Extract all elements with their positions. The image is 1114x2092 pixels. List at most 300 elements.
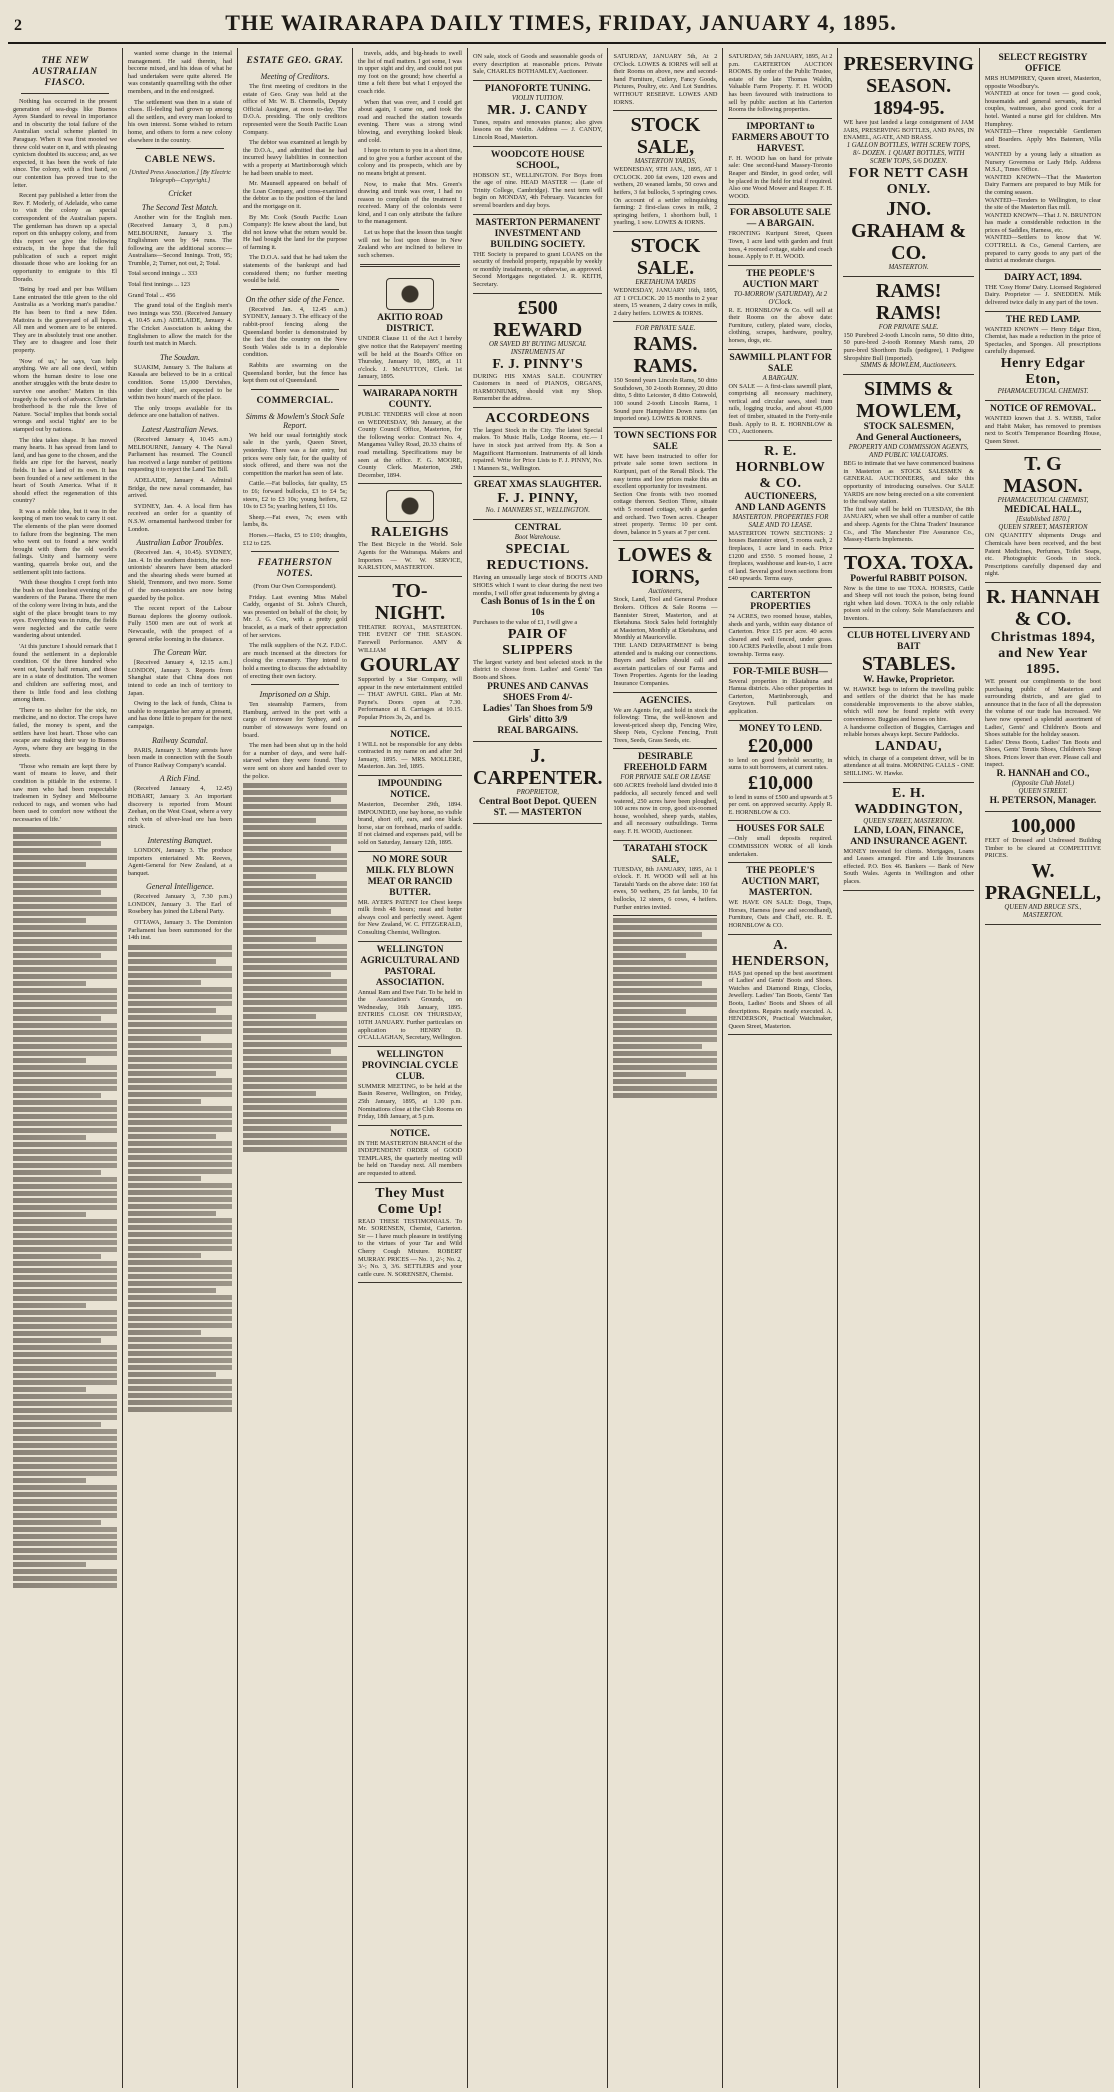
ad-body: THE 'Cosy Home' Dairy. Licensed Registered Dairy. Proprietor — J. SNEDDEN. Milk delivered twice daily in any part of the town. — [984, 283, 1102, 307]
ad-body: Purchases to the value of £1, I will give a — [473, 619, 578, 627]
advertisement — [985, 450, 1101, 583]
article-heading: FEATHERSTON NOTES. — [257, 558, 333, 580]
article-paragraph: The grand total of the English men's two innings was 550. (Received January 4, 10.45 a.m.) ADELAIDE, January 4. The Cricket Association is asking the Englishmen to allow the match for the fourth test match in March. — [128, 302, 232, 348]
ad-title: WAIRARAPA NORTH COUNTY. — [362, 389, 458, 410]
advertisement — [358, 577, 462, 727]
column-7 — [723, 48, 838, 2088]
article-paragraph: The D.O.A. said that he had taken the statements of the bankrupt and had considered them; no further meeting would be held. — [243, 254, 347, 285]
article-paragraph: LONDON, January 3. The produce importers entertained Mr. Reeves, Agent-General for New Zealand, at a banquet. — [128, 846, 232, 877]
ad-subtitle: Powerful RABBIT POISON. — [850, 573, 968, 584]
ad-address: QUEEN AND BRUCE STS., MASTERTON. — [1004, 903, 1082, 919]
advertisement — [358, 942, 462, 1047]
ad-body: W. HAWKE begs to inform the travelling public and settlers of the district that he has made considerable improvements to the above stables, which will now be found replete with every convenience. Buggies and horses on hire. — [843, 685, 974, 724]
divider — [251, 551, 339, 552]
ad-body: Masterton, December 29th, 1894. IMPOUNDED, one bay horse, no visible brand, short off, ears, and one black horse, star on forehead, marks of saddle. If not claimed and expenses paid, will be sold on Saturday, January 12th, 1895. — [358, 801, 462, 846]
article-paragraph: Let us hope that the lesson thus taught will not be lost upon those in New Zealand who are inclined to believe in such schemes. — [358, 229, 462, 259]
subheading: The Soudan. — [160, 352, 200, 362]
ad-name: F. J. PINNY'S — [492, 356, 584, 372]
advertisement — [728, 588, 832, 664]
ad-subtitle: Auctioneers, — [648, 588, 683, 596]
advertisement — [473, 477, 602, 520]
ad-subtitle: A BARGAIN. — [762, 374, 799, 382]
article-paragraph: Recent pay published a letter from the Rev. F. Moderly, of Adelaide, who came to visit the colony as special correspondent of the Australian papers. The gentleman has drawn up a special report on this unhappy colony, and from this report we give the following extracts, in the hope that the full publication of such a report might dissuade those who are looking for an opportunity to emigrate to this El Dorado. — [13, 192, 117, 283]
advertisement — [613, 428, 717, 542]
ad-title: MONEY TO LEND. — [738, 723, 822, 734]
ad-subtitle: LANDAU, — [875, 738, 943, 754]
article-paragraph: travels, adds, and big-heads to swell the list of mail matters. I got some, I was in upper sight and dry, and could not put my foot on the ground; how cheerful a time a felt there but what I enjoyed the coach ride. — [358, 50, 462, 95]
ad-body: WANTED KNOWN—That J. N. BRUNTON has made a considerable reduction in the prices of Saddles, Harness, etc. — [984, 211, 1102, 234]
ad-body: Annual Ram and Ewe Fair. To be held in the Association's Grounds, on Wednesday, 16th January, 1895. ENTRIES CLOSE ON THURSDAY, 10TH JANUARY. Further particulars on application to HENRY D. O'CALLAGHAN, Secretary, Wellington. — [358, 988, 462, 1042]
ad-body: WE HAVE ON SALE: Dogs, Traps, Horses, Harness (new and secondhand), Furniture, Oats and Chaff, etc. R. E. HORNBLOW & CO. — [728, 899, 833, 930]
ad-body: WANTED KNOWN — Henry Edgar Eton, Chemist, has made a reduction in the price of Spectacles, and Sponges. All prescriptions carefully dispensed. — [984, 325, 1102, 356]
column-4 — [353, 48, 468, 2088]
advertisement — [613, 749, 717, 840]
article-paragraph: When that was over, and I could get about again, I came on, and took the road and reached the station towards evening. There was a strong wind blowing, and everything looked bleak and cold. — [358, 98, 462, 144]
advertisement — [843, 783, 973, 891]
ad-body: ON QUANTITY shipments Drugs and Chemicals have been received, and the best Patent Medicines, Perfumes, Toilet Soaps, etc. Photographic Goods in stock. Prescriptions carefully dispensed day and night. — [984, 532, 1102, 578]
subheading: On the other side of the Fence. — [245, 294, 345, 304]
ad-title: THE PEOPLE'S AUCTION MART, MASTERTON. — [741, 866, 820, 899]
ad-body: FEET of Dressed and Undressed Building Timber to be cleared at COMPETITIVE PRICES. — [984, 837, 1102, 860]
ad-title: LOWES & IORNS, — [617, 544, 713, 589]
subheading: General Intelligence. — [146, 882, 214, 892]
article-paragraph: (Received January 4, 10.45 a.m.) MELBOURNE, January 4. The Naval Parliament has resumed. The Council has received a large number of petitions requesting it to reject the Land Tax Bill. — [128, 435, 232, 474]
ad-title: NO MORE SOUR MILK. FLY BLOWN MEAT OR RANCID BUTTER. — [366, 854, 454, 898]
ad-subtitle: Boot Warehouse. — [514, 534, 561, 542]
article-paragraph: Another win for the English men. (Received January 3, 8 p.m.) MELBOURNE, January 3. The Englishmen won by 94 runs. The following are the additional scores:— Australians—Second Innings. Trott, 95; Trumble, 2; Turner, not out, 2; Total. — [128, 214, 232, 267]
article-paragraph: Ten steamship Farmers, from Hamburg, arrived in the port with a cargo of ironware for Sydney, and a number of stowaways were found on board. — [243, 701, 347, 739]
ad-body: UNDER Clause 11 of the Act I hereby give notice that the Ratepayers' meeting will be held at the Board's Office on Thursday, January 10, 1895, at 11 o'clock. J. McNUTTON, Clerk. 1st January, 1895. — [358, 335, 462, 381]
ad-subtitle: MASTERTON YARDS, — [634, 158, 697, 166]
advertisement — [473, 294, 602, 408]
advertisement — [985, 583, 1101, 812]
article-paragraph: The recent report of the Labour Bureau deplores the gloomy outlook. Fully 1500 men are out of work at Newcastle, with the prospect of a general strike looming in the distance. — [128, 605, 232, 643]
ad-body: Section One fronts with two roomed cottage thereon. Section Three, situate with 5 roomed cottage, with a garden and orchard. Two Town acres. Cheaper street property. Terms: 10 per cent. down, balance in 5 years at 7 per cent. — [613, 490, 718, 536]
advertisement — [613, 111, 717, 232]
subheading: Railway Scandal. — [152, 735, 208, 745]
article-paragraph: (Received Jan. 4, 10.45). SYDNEY, Jan. 4. In the southern districts, the non-unionists' shearers have been attacked and the shearing sheds were burned at Shield, Trenmore, and two more. Some of the non-unionists are now being guarded by the police. — [128, 549, 232, 602]
advertisement — [728, 821, 832, 863]
score-line: Total second innings ... 333 — [128, 270, 198, 278]
ad-offer: FOR NETT CASH ONLY. — [848, 165, 969, 197]
ad-body: PUBLIC TENDERS will close at noon on WEDNESDAY, 9th January, at the County Council Office, Masterton, for the following works: Contract No. 4, Mangamea Valley Road, 20.33 chains of road metalling. Specifications may be seen at the office. F. G. MOORE, County Clerk. Masterton, 29th December, 1894. — [358, 411, 462, 479]
article-paragraph: Sheep.—Fat ewes, 7s; ewes with lambs, 8s. — [243, 513, 347, 529]
ad-subtitle: [Established 1870.] — [1015, 516, 1070, 524]
article-paragraph: The settlement was then in a state of chaos. Ill-feeling had grown up among all the settlers, and every man looked to his own interest. Some wished to return home, and others to form a new colony elsewhere in the country. — [128, 98, 232, 144]
column-5 — [468, 48, 608, 2088]
advertisement — [613, 693, 717, 750]
column-3 — [238, 48, 353, 2088]
loan-amount: £20,000 — [747, 734, 813, 757]
ad-body: WEDNESDAY, JANUARY 16th, 1895, AT 1 O'CLOCK. 20 15 months to 2 year steers, 15 weaners, 2 dairy cows in milk, 2 dairy heifers. LOWES & IORNS. — [613, 286, 718, 317]
advertisement — [613, 541, 717, 692]
ad-title: 100,000 — [1010, 815, 1076, 838]
ad-name: MR. J. CANDY — [487, 102, 589, 118]
ad-body: MR. AYER'S PATENT Ice Chest keeps milk fresh 48 hours; meat and butter always cool and perfectly sweet. Agent for New Zealand, W. C. FITZGERALD, Consulting Chemist, Wellington. — [358, 898, 462, 936]
advertisement — [473, 50, 602, 81]
ad-body: Now is the time to use TOXA. HORSES, Cattle and Sheep will not touch the poison, being found right when laid down. TOXA is the only reliable poison sold in the colony. Sole Manufacturers and Inventors. — [843, 584, 974, 623]
ad-title: SELECT REGISTRY OFFICE — [998, 53, 1088, 74]
ad-body: WE have just landed a large consignment of JAM JARS, PRESERVING BOTTLES, AND PANS, IN ENAMEL, AGATE, AND BRASS. — [843, 119, 974, 142]
article-paragraph: 'Now of us,' he says, 'can help anything. We are all one devil, within whom the human desire to lose one another struggles with the brute desire to survive one another.' Matters in this tragedy is the work of advance. Christian brotherhood is the rule the love of Nature. 'Social' implies that bonds social wrongs and social 'rights' are to be stamped out by nations. — [13, 357, 117, 433]
ad-title: STOCK SALE. — [630, 234, 701, 279]
divider — [251, 684, 339, 685]
ad-body: ON sale, stock of Goods and seasonable goods of every description at reasonable prices. Private Sale, CHARLES BOTHAMLEY, Auctioneer. — [473, 53, 603, 76]
cable-subtitle: [United Press Association.] [By Electric Telegraph—Copyright.] — [129, 169, 231, 184]
subheading: Simms & Mowlem's Stock Sale Report. — [245, 411, 345, 430]
ad-name: JNO. GRAHAM & CO. — [851, 197, 967, 264]
article-heading: ESTATE GEO. GRAY. — [246, 56, 344, 66]
ad-body: FRONTING Kuripuni Street, Queen Town, 1 acre land with garden and fruit trees, 4 roomed cottage, stable and coach house. Apply to F. H. WOOD. — [728, 230, 833, 261]
ad-body: TUESDAY, 8th JANUARY, 1895, At 1 o'clock. F. H. WOOD will sell at his Taratahi Yards on the above date: 160 fat ewes, 50 wethers, 25 fat lambs, 10 fat bullocks, 12 steers, 6 cows, 4 heifers. Further entries invited. — [613, 865, 718, 911]
ad-title: A. HENDERSON, — [731, 937, 830, 969]
ad-subtitle: AUCTIONEERS, — [744, 491, 817, 502]
advertisement — [358, 386, 462, 484]
ad-title: THE RED LAMP. — [1005, 314, 1081, 325]
article-paragraph: The first meeting of creditors in the estate of Geo. Gray was held at the office of Mr. W. B. Chennells, Deputy Official Assignee, at noon to-day. The D.O.A. presiding. The only creditors represented were the South Pacific Loan Company. — [243, 83, 347, 136]
article-paragraph: The milk suppliers of the N.Z. F.D.C. are much incensed at the directors for closing the creamery. They intend to hold a meeting to discuss the advisability of erecting their own factory. — [243, 642, 347, 680]
advertisement — [728, 721, 832, 822]
ad-body: HAS just opened up the best assortment of Ladies' and Gents' Boots and Shoes. Watches and Diamond Rings, Clocks, Jewellery. Ladies' Tan Boots, Gents' Tan Boots, Ladies' Boots and Shoes of all descriptions. Repairs neatly executed. A. HENDERSON, Practical Watchmaker, Queen Street, Masterton. — [728, 969, 833, 1030]
section-heading-commercial: COMMERCIAL. — [256, 395, 334, 406]
ad-body: SUMMER MEETING, to be held at the Basin Reserve, Wellington, on Friday, 25th January, 1895, at 1.30 p.m. Nominations close at the Club Rooms on Friday, 18th January, at 5 p.m. — [358, 1082, 462, 1121]
advertisement — [843, 549, 973, 628]
ad-title: GREAT XMAS SLAUGHTER. — [473, 480, 602, 491]
advertisement — [358, 1126, 462, 1183]
article-paragraph: [Received January 4, 12.15 a.m.] LONDON, January 3. Reports from Shanghai state that China does not intend to cede an inch of territory to Japan. — [128, 659, 232, 697]
ad-body: THE LAND DEPARTMENT is being attended and is making our connections. Buyers and Sellers should call and ascertain particulars of our Farms and Town Properties. Agents for the leading Insurance Companies. — [613, 641, 718, 687]
ad-body: to lend on good freehold security, in sums to suit borrowers, at current rates. — [728, 756, 833, 772]
ad-body: WANTED—Settlers to know that W. COTTRELL & Co., General Carriers, are prepared to carry goods to any part of the district at moderate charges. — [984, 234, 1102, 265]
article-paragraph: Rabbits are swarming on the Queensland border, but the fence has kept them out of Queensland. — [243, 362, 347, 385]
ad-body: MONEY invested for clients. Mortgages, Loans and Leases arranged. Fire and Life Insurances effected. P.O. Box 46. Bankers — Bank of New South Wales. Agents in Wellington and other places. — [843, 847, 974, 885]
ad-subtitle: EKETAHUNA YARDS — [635, 278, 696, 286]
ad-body: I WILL not be responsible for any debts contracted in my name on and after 3rd January, 1895. — MRS. MOLLERE, Masterton. Jan. 3rd, 1895. — [358, 740, 462, 771]
ad-title: WELLINGTON AGRICULTURAL AND PASTORAL ASSOCIATION. — [360, 944, 460, 988]
score-line: Total first innings ... 123 — [128, 281, 191, 289]
newspaper-title: THE WAIRARAPA DAILY TIMES, FRIDAY, JANUARY 4, 1895. — [225, 10, 897, 35]
subheading: Imprisoned on a Ship. — [259, 690, 331, 700]
advertisement — [473, 147, 602, 215]
ad-body: WANTED known that J. S. WEBB, Tailor and Habit Maker, has removed to premises next to Scott's Temperance Boarding House, Queen Street. — [984, 415, 1102, 445]
ad-offer: Cash Bonus of 1s in the £ on 10s — [480, 597, 595, 619]
ad-body: 1 GALLON BOTTLES, WITH SCREW TOPS, 8/- DOZEN. 1 QUART BOTTLES, WITH SCREW TOPS, 5/6 DOZEN. — [846, 141, 971, 165]
advertisement — [843, 50, 973, 277]
ad-body: F. H. WOOD has on hand for private sale: One second-hand Massey-Toronto Reaper and Binder, in good order, will be placed in the field for trial if required. Also one Wood Mower and Reaper. F. H. WOOD. — [728, 154, 833, 200]
ad-body: SATURDAY, 5th JANUARY, 1895, At 2 p.m. CARTERTON AUCTION ROOMS. By order of the Public Trustee, estate of the late Thomas Waldin, Valuable Farm Property. F. H. WOOD has been favoured with instructions to sell by public auction at his Carterton Rooms the following properties. — [728, 53, 833, 114]
ad-body: Tunes, repairs and renovates pianos; also gives lessons on the violin. Address — J. CANDY, Lincoln Road, Masterton. — [473, 118, 603, 141]
ad-title: WELLINGTON PROVINCIAL CYCLE CLUB. — [361, 1049, 459, 1082]
ad-body: 600 ACRES freehold land divided into 8 paddocks, all securely fenced and well watered, 250 acres have been ploughed, 100 acres now in crop, good six-roomed house, woolshed, sheep yards, stables, and all necessary outbuildings. Terms easy. F. H. WOOD, Auctioneer. — [613, 782, 718, 836]
ad-body: DURING HIS XMAS SALE. COUNTRY Customers in need of PIANOS, ORGANS, HARMONIUMS, should visit my Shop. Remember the address. — [473, 372, 603, 403]
ad-address: No. 1 MANNERS ST., WELLINGTON. — [485, 507, 590, 515]
ad-manager: H. PETERSON, Manager. — [989, 796, 1097, 807]
column-1 — [8, 48, 123, 2088]
advertisement — [985, 270, 1101, 312]
ad-subtitle: FOR PRIVATE SALE OR LEASE — [620, 774, 711, 782]
ad-address: QUEEN STREET, MASTERTON — [998, 524, 1088, 532]
ad-body: Ladies' Dress Boots, Ladies' Tan Boots and Shoes, Gents' Tennis Shoes, Children's Strap Shoes. Prices lower than ever. Please call and inspect. — [984, 738, 1102, 769]
ad-body: MASTERTON. PROPERTIES FOR SALE AND TO LEASE. — [732, 513, 829, 529]
advertisement — [843, 277, 973, 375]
subheading: Meeting of Creditors. — [260, 72, 330, 81]
ad-title: WOODCOTE HOUSE SCHOOL, — [490, 149, 585, 171]
ad-body: WEDNESDAY, 9TH JAN., 1895, AT 1 O'CLOCK. 200 fat ewes, 120 ewes and wethers, 20 weaned lambs, 50 cows and heifers, 3 fat bullocks, 5 springing cows. On account of a settler relinquishing farming: 2 first-class cows in milk, 2 springing heifers, 1 shorthorn bull, 1 yearling, 1 sow. LOWES & IORNS. — [613, 166, 718, 227]
advertisement — [728, 863, 832, 934]
ad-body: Several properties in Ekatahuna and Hamua districts. Also other properties in Carterton, Martinborough, and Greytown. Full particulars on application. — [728, 677, 833, 715]
article-paragraph: (Received Jan. 4, 12.45 a.m.) SYDNEY, January 3. The efficacy of the rabbit-proof fencing along the Queensland border is demonstrated by the fact that the country on the New South Wales side is in a deplorable condition. — [243, 305, 347, 359]
ad-year: 1894-95. — [872, 97, 945, 119]
ad-body: —Only small deposits required. COMMISSION WORK of all kinds undertaken. — [728, 835, 833, 858]
advertisement — [473, 408, 602, 478]
ad-body: HOBSON ST., WELLINGTON. For Boys from the age of nine. HEAD MASTER — (Late of Trinity College, Cambridge). The next term will begin on MONDAY, 4th February. Vacancies for several boarders and day boys. — [473, 171, 603, 209]
ad-address: (Opposite Club Hotel.) — [1011, 780, 1075, 788]
crest-image — [386, 278, 434, 310]
text-block — [13, 827, 117, 1588]
ad-body: SATURDAY, JANUARY 5th, At 2 O'Clock. LOWES & IORNS will sell at their Rooms on above, new and second-hand Furniture, Cutlery, Fancy Goods, Pictures, Poultry, etc. And Lot Sundries. WITHOUT RESERVE. LOWES AND IORNS. — [613, 53, 718, 106]
ad-subtitle: MEDICAL HALL, — [1004, 505, 1082, 516]
advertisement — [728, 205, 832, 265]
masthead — [8, 8, 1106, 44]
article-paragraph: Owing to the lack of funds, China is unable to reorganise her army at present, and has done little to prepare for the next campaign. — [128, 700, 232, 730]
bicycle-image — [386, 490, 434, 522]
ad-title: NOTICE OF REMOVAL. — [990, 404, 1096, 414]
ad-subtitle: QUEEN STREET, MASTERTON. — [863, 817, 955, 825]
ad-body: WANTED at once for town — good cook, housemaids and general servants, married couples, waitresses, also good cook for a hotel. Wanted a nurse girl for children. Mrs Humphrey. — [984, 90, 1102, 128]
ad-subtitle: AND LAND AGENTS — [735, 502, 826, 513]
subheading: Australian Labor Troubles. — [136, 538, 224, 548]
ad-name: Henry Edgar Eton, — [1000, 356, 1086, 387]
advertisement — [985, 401, 1101, 450]
advertisement — [358, 272, 462, 386]
article-paragraph: wanted some change in the internal management. He said therein, had become mixed, and his ideas of what he had undertaken were quite altered. He was constantly quarrelling with the other members, and in the end resigned. — [128, 50, 232, 95]
ad-body: to lend in sums of £500 and upwards at 5 per cent. on approved security. Apply R. E. HORNBLOW & CO. — [728, 793, 833, 816]
ad-subtitle: STOCK SALESMEN, — [863, 422, 954, 433]
ad-body: WE present our compliments to the boot purchasing public of Masterton and surrounding districts, and are glad to announce that in the face of all the depression the volume of our trade has increased. We have now opened a splendid assortment of Ladies', Gents' and Children's Boots and Shoes suitable for the holiday season. — [984, 677, 1102, 739]
ad-body: R. E. HORNBLOW & Co. will sell at their Rooms on the above date: Furniture, cutlery, plated ware, clocks, clothing, scrapes, hardware, poultry, horses, dogs, etc. — [728, 306, 833, 345]
divider — [21, 93, 109, 94]
ad-body: 150 Purebred 2-tooth Lincoln rams, 50 ditto ditto, 50 pure-bred 2-tooth Romney Marsh rams, 20 pure-bred Shorthorn Bulls (pedigree), 1 Pedigree Shropshire Bull (imported). — [843, 331, 974, 362]
ad-address: Central Boot Depot. QUEEN ST. — MASTERTON — [478, 796, 597, 818]
divider — [251, 289, 339, 290]
ad-title: TARATAHI STOCK SALE, — [623, 843, 708, 865]
ad-body: IN THE MASTERTON BRANCH of the INDEPENDENT ORDER of GOOD TEMPLARS, the quarterly meeting will be held on Tuesday next. All members are requested to attend. — [358, 1139, 462, 1178]
ad-body: The largest variety and best selected stock in the district to choose from. Ladies' and Gents' Tan Boots and Shoes. — [473, 658, 603, 681]
ad-title: THE PEOPLE'S AUCTION MART — [742, 268, 819, 290]
ad-name: T. G MASON. — [1003, 453, 1083, 498]
article-paragraph: SUAKIM, January 3. The Italians at Kassala are believed to be in a critical condition. Some 15,000 Dervishes, under their chief, are expected to be within two hours' march of the place. — [128, 363, 232, 402]
advertisement — [728, 935, 832, 1036]
ad-title: DAIRY ACT, 1894. — [1004, 272, 1082, 283]
advertisement — [728, 266, 832, 350]
advertisement — [843, 375, 973, 549]
page-number: 2 — [14, 17, 22, 34]
divider — [251, 389, 339, 390]
ad-body: Supported by a Star Company, will appear in the new entertainment entitled — THAT AWFUL GIRL. Plan at Mr. Payne's. Doors open at 7.30. Performance at 8. Carriages at 10.15. Popular Prices 3s, 2s, and 1s. — [358, 676, 462, 722]
ad-body: 74 ACRES, two roomed house, stables, sheds and yards, within easy distance of Carterton. Price £15 per acre. 40 acres cleared and well fenced, under grass. 100 ACRES Parkville, about 1 mile from township. Terms easy. — [728, 612, 833, 658]
ad-body: MASTERTON TOWN SECTIONS: 2 houses Bannister street, 5 rooms each, 2 fireplaces, 1 acre land in each. Price £1200 and £550. 5 roomed house, 2 fireplaces, washhouse and lean-to, 1 acre of land. Several good town sections from £40 upwards. Terms easy. — [728, 529, 833, 583]
advertisement — [358, 776, 462, 852]
advertisement — [473, 81, 602, 147]
ad-title: NOTICE. — [390, 1128, 430, 1139]
article-paragraph: ADELAIDE, January 4. Admiral Bridge, the new naval commander, has arrived. — [128, 476, 232, 500]
article-paragraph: The only troops available for its defence are one battalion of natives. — [128, 404, 232, 420]
advertisement — [358, 484, 462, 576]
ad-subtitle: FOR PRIVATE SALE. — [635, 325, 696, 333]
column-2 — [123, 48, 238, 2088]
ad-body: which, in charge of a competent driver, will be in attendance at all trains. MORNING CALLS - ONE SHILLING. W. Hawke. — [843, 754, 974, 777]
ad-body: We are Agents for, and hold in stock the following: Tima, the well-known and lowest-priced sheep dip, Fencing Wire, Sheep Nets, Cyclone Fencing, Fruit Trees, Seeds, Grass Seeds, etc. — [613, 706, 718, 744]
ad-body: WANTED by a young lady a situation as Nursery Governess or Lady Help. Address M.S.J., Times Office. — [984, 150, 1102, 174]
advertisement — [985, 812, 1101, 925]
ad-title: FOR-T-MILE BUSH— — [732, 666, 828, 677]
advertisement — [728, 50, 832, 119]
ad-title: PIANOFORTE TUNING. — [484, 83, 591, 94]
article-paragraph: Horses.—Hacks, £5 to £10; draughts, £12 to £25. — [243, 531, 347, 547]
ad-title: NOTICE. — [390, 729, 430, 740]
ad-body: 150 Sound years Lincoln Rams, 50 ditto Southdown, 30 2-tooth Romney, 20 ditto ditto, 5 ditto Leicester, 8 ditto Cotswold, 100 sound 2-tooth Lincoln Rams, 1 Sound pure Hampshire Down rams (an imported one). LOWES & IORNS. — [613, 377, 718, 423]
ad-subtitle: PHARMACEUTICAL CHEMIST. — [997, 388, 1089, 395]
ad-title: RAMS. RAMS. — [633, 333, 698, 378]
advertisement — [728, 441, 832, 588]
ad-subtitle: TO-MORROW (SATURDAY), At 2 O'Clock. — [733, 290, 828, 306]
article-paragraph: 'Being by road and per bus William Lane entrusted the title given to the old Australia as a 'working man's paradise.' He has been to find a new Eden. Mattoira is the graveyard of all hopes. All men and women are to be entered. They are in absolutely trust one another. They are to disagree and lose their property. — [13, 286, 117, 354]
divider — [360, 264, 460, 267]
article-paragraph: It was a noble idea, but it was in the keeping of men too weak to carry it out. The elements of the plan were doomed to failure from the beginning. The men who went out to found a new world brought with them the old world's failings. Unity and harmony were wanting, quarrels broke out, and the settlement split into factions. — [13, 507, 117, 576]
article-paragraph: By Mr. Cook (South Pacific Loan Company): He knew about the land, but did not know what the return would be. He had bought the land for the purpose of farming it. — [243, 213, 347, 251]
ad-offer: Ladies' Tan Shoes from 5/9 Girls' ditto 3/9 — [482, 703, 593, 725]
ad-title: CLUB HOTEL LIVERY AND BAIT — [847, 630, 971, 652]
ad-title: MASTERTON PERMANENT INVESTMENT AND BUILDING SOCIETY. — [475, 217, 600, 250]
ad-body: The Best Bicycle in the World. Sole Agents for the Wairarapa. Makers and Importers — W. W. SERVICE, KARLSTON, MASTERTON. — [358, 541, 462, 572]
ad-title: IMPOUNDING NOTICE. — [377, 779, 443, 801]
article-paragraph: The men had been shut up in the hold for a number of days, and were half-starved when they were found. They were sent on shore and handed over to the police. — [243, 742, 347, 780]
article-paragraph: 'Those who remain are kept there by want of means to leave, and their condition is pitiable in the extreme. I saw men who had been respectable tradesmen in Sydney and Melbourne reduced to rags, and women who had been used to comfort now without the necessaries of life.' — [13, 762, 117, 824]
article-paragraph: 'There is no shelter for the sick, no medicine, and no doctor. The crops have failed, the money is spent, and the settlers have lost heart. Those who can escape are making their way to Buenos Ayres, where they are begging in the streets. — [13, 706, 117, 760]
ad-subtitle: VIOLIN TUITION. — [511, 94, 564, 102]
article-paragraph: The idea takes shape. It has moved many hearts. It has spread from land to land, and has gone to the chosen, and the fields are ripe for the harvest, nearly fields. It has a land of its own. It has been founded of a new settlement in the heart of South America. What if it should effect the regeneration of this country? — [13, 436, 117, 505]
performer-name: GOURLAY — [359, 654, 461, 677]
ad-title: £500 REWARD — [493, 296, 583, 341]
ad-offer: PAIR OF SLIPPERS — [502, 626, 574, 658]
ad-title: RAMS! RAMS! — [875, 279, 942, 324]
ad-title: IMPORTANT to FARMERS ABOUT TO HARVEST. — [731, 121, 830, 154]
text-block — [613, 918, 717, 1098]
article-paragraph: I hope to return to you in a short time, and to give you a further account of the colony and its prospects, which are by no means bright at present. — [358, 147, 462, 177]
advertisement — [358, 727, 462, 776]
loan-amount: £10,000 — [747, 771, 813, 794]
subheading: Cricket — [168, 189, 192, 199]
advertisement — [985, 50, 1101, 270]
ad-name: W. PRAGNELL, — [984, 859, 1102, 904]
ad-subtitle: FOR PRIVATE SALE. — [878, 323, 939, 331]
ad-headline: STABLES. — [861, 652, 956, 675]
columns — [8, 48, 1106, 2088]
ad-name: J. CARPENTER. — [473, 744, 603, 789]
section-heading-cable: CABLE NEWS. — [144, 155, 216, 166]
divider — [136, 148, 224, 149]
ad-headline: SPECIAL REDUCTIONS. — [486, 542, 589, 574]
text-block — [243, 783, 347, 1152]
ad-title: AKITIO ROAD DISTRICT. — [377, 313, 443, 335]
ad-offer: PRUNES AND CANVAS SHOES From 4/- — [487, 681, 589, 703]
article-paragraph: Nothing has occurred in the present generation of sea-dogs like Buenos Ayres Standard to reveal in importance and in obscurity the total failure of the Australian social scheme planted in Paraguay. When it was first mooted we threw cold water on it, and with pleasing cynicism doubted its success; and, as we expected, it has been the work of fate since. The colony, with a first hand, so our contention has proved true to the letter. — [13, 98, 117, 189]
ad-name: W. Hawke, Proprietor. — [863, 674, 955, 685]
article-paragraph: The debtor was examined at length by the D.O.A., and admitted that he had incurred heavy liabilities in connection with a property at Martinborough which he had been unable to meet. — [243, 139, 347, 177]
advertisement — [613, 50, 717, 111]
ad-title: SAWMILL PLANT FOR SALE — [729, 352, 832, 374]
ad-agents: SIMMS & MOWLEM, Auctioneers. — [860, 362, 957, 370]
ad-title: R. E. HORNBLOW & CO. — [735, 443, 826, 491]
subheading: Latest Australian News. — [141, 424, 219, 434]
column-9 — [980, 48, 1106, 2088]
ad-body: Stock, Land, Tool and General Produce Brokers. Offices & Sale Rooms — Bannister Street, Masterton, and at Eketahuna. Stock Sales held fortnightly at Masterton, Monthly at Eketahuna, and Monthly at Mauriceville. — [613, 596, 718, 642]
ad-address: MASTERTON. — [888, 263, 929, 271]
advertisement — [613, 232, 717, 322]
advertisement — [613, 841, 717, 917]
ad-body: ON SALE — A first-class sawmill plant, comprising all necessary machinery, vertical and circular saws, steel tram rails, logging trucks, and about 45,000 feet of timber, situated in the Forty-mile Bush. Apply to R. E. HORNBLOW & CO., Auctioneers. — [728, 382, 833, 436]
ad-subtitle: Christmas 1894, — [990, 629, 1096, 645]
ad-subtitle: PHARMACEUTICAL CHEMIST, — [997, 497, 1089, 505]
advertisement — [473, 215, 602, 294]
ad-body: WANTED KNOWN—That the Masterton Dairy Farmers are prepared to buy Milk for the coming season. — [984, 173, 1102, 196]
subheading: The Corean War. — [153, 648, 207, 658]
ad-body: READ THESE TESTIMONIALS. To Mr. SORENSEN, Chemist, Carterton. Sir — I have much pleasure in testifying to the virtues of your Tar and Wild Cherry Cough Mixture. ROBERT MURRAY. PRICES — No. 1, 2/-; No. 2, 3/-; No. 3, 3/6. SETTLERS and your cattle cure. N. SORENSEN, Chemist. — [358, 1217, 462, 1278]
article-paragraph: 'At this juncture I should remark that I found the settlement in a deplorable condition. Of the three hundred who went out, barely half remain, and those are in a state of destitution. The women and children are suffering most, and there is little food and less clothing among them. — [13, 642, 117, 704]
score-line: Grand Total ... 456 — [128, 291, 176, 299]
ad-body: THE Society is prepared to grant LOANS on the security of freehold property, repayable by weekly or monthly instalments, or otherwise, as approved. Second Mortgages negotiated. J. R. KEITH, Secretary. — [473, 250, 603, 288]
subheading: Interesting Banquet. — [147, 835, 213, 845]
ad-body: Having an unusually large stock of BOOTS AND SHOES which I want to clear during the next two months, I will offer great inducements by giving a — [473, 574, 603, 597]
advertisement — [613, 322, 717, 428]
ad-title: TO-NIGHT. — [374, 579, 446, 624]
ad-body: The first sale will be held on TUESDAY, the 8th JANUARY, when we shall offer a number of cattle and sheep. Agents for the China Traders' Insurance Co., and The Manchester Fire Assurance Co., Massey-Harris Implements. — [843, 505, 974, 544]
ad-address: QUEEN STREET. — [1018, 788, 1068, 796]
ad-title: AGENCIES. — [639, 695, 692, 706]
ad-title: They Must Come Up! — [375, 1185, 445, 1217]
ad-body: THEATRE ROYAL, MASTERTON. THE EVENT OF THE SEASON. Farewell Performance. AMY & WILLIAM — [358, 623, 462, 654]
ad-title: TOWN SECTIONS FOR SALE — [614, 430, 717, 452]
subheading: A Rich Find. — [159, 774, 201, 784]
ad-title: RALEIGHS — [371, 525, 449, 541]
ad-subtitle: OR SAVED BY BUYING MUSICAL INSTRUMENTS AT — [488, 340, 587, 356]
column-6 — [608, 48, 723, 2088]
ad-title: ACCORDEONS — [485, 410, 591, 426]
ad-subtitle: PROPERTY AND COMMISSION AGENTS, AND PUBLIC VALUATORS. — [848, 444, 969, 460]
article-paragraph: Cattle.—Fat bullocks, fair quality, £5 to £6; forward bullocks, £3 to £4 5s; steers, £2 to £3 10s; young heifers, £2 10s to £3 5s; yearling heifers, £1 10s. — [243, 480, 347, 511]
advertisement — [728, 664, 832, 721]
byline: (From Our Own Correspondent). — [253, 583, 337, 591]
advertisement — [985, 312, 1101, 401]
ad-title: CARTERTON PROPERTIES — [750, 590, 811, 612]
article-paragraph: Friday. Last evening Miss Mabel Caddy, organist of St. John's Church, was presented on behalf of the choir, by Mr. J. G. Cox, with a pretty gold bracelet, as a mark of their appreciation of her services. — [243, 593, 347, 639]
advertisement — [473, 520, 602, 741]
article-paragraph: We held our usual fortnightly stock sale in the yards, Queen Street, yesterday. There was a fair entry, but prices were only fair, for the quality of stock offered, and there was not the competition the market has seen of late. — [243, 431, 347, 477]
article-paragraph: PARIS, January 3. Many arrests have been made in connection with the South of France Railway Company's scandal. — [128, 746, 232, 769]
ad-subtitle: And General Auctioneers, — [856, 433, 962, 444]
article-paragraph: SYDNEY, Jan. 4. A local firm has received an order for a quantity of N.S.W. ornamental hardwood timber for London. — [128, 502, 232, 533]
advertisement — [358, 852, 462, 942]
article-paragraph: (Received January 4, 12.45) HOBART, January 3. An important discovery is reported from Mount Zeehan, on the West Coast, where a very rich vein of silver-lead ore has been struck. — [128, 785, 232, 831]
ad-title: HOUSES FOR SALE — [736, 824, 825, 835]
ad-title: DESIRABLE FREEHOLD FARM — [623, 752, 708, 774]
article-paragraph: OTTAWA, January 3. The Dominion Parliament has been summoned for the 14th inst. — [128, 919, 232, 942]
text-block — [128, 945, 232, 1412]
ad-title: SIMMS & MOWLEM, — [856, 378, 962, 423]
ad-title: FOR ABSOLUTE SALE — A BARGAIN. — [730, 208, 831, 230]
ad-body: The largest Stock in the City. The latest Special makes. To Music Halls, Lodge Rooms, etc.— I have in stock just arrived from Hy. & Son a Magnificent Harmonium. Instruments of all kinds repaired. Write for Price Lists to F. J. PINNY, No. 1 Manners St., Wellington. — [473, 426, 603, 472]
advertisement — [728, 119, 832, 206]
